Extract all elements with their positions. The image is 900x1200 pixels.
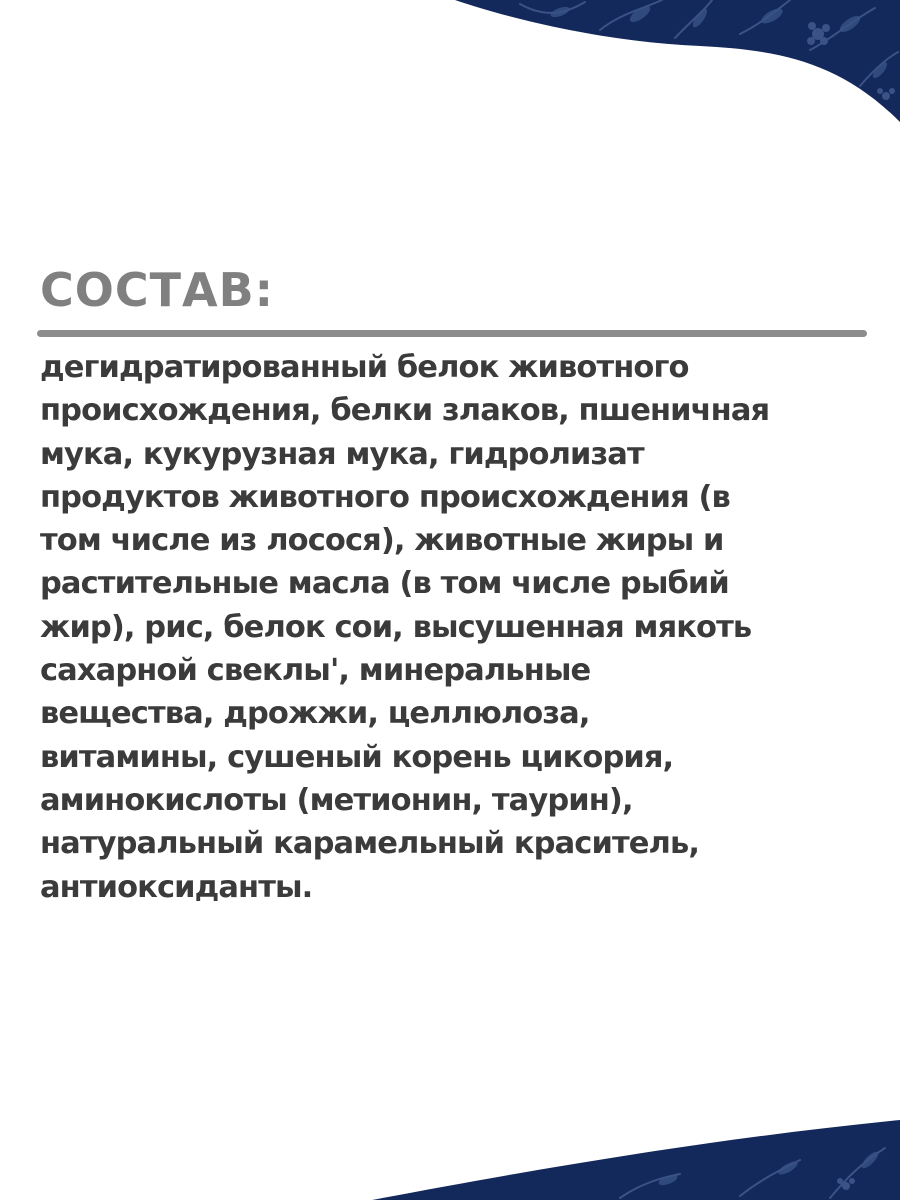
composition-line: дегидратированный белок животного	[40, 350, 689, 385]
composition-line: мука, кукурузная мука, гидролизат	[40, 436, 644, 472]
composition-line: растительные масла (в том числе рыбий	[40, 566, 729, 602]
title-divider	[37, 330, 867, 337]
composition-line: аминокислоты (метионин, таурин),	[40, 782, 633, 818]
bottom-floral-wave-decoration	[0, 1100, 900, 1200]
composition-line: том числе из лосося), животные жиры и	[40, 523, 724, 559]
composition-line: происхождения, белки злаков, пшеничная	[40, 393, 770, 429]
composition-line: натуральный карамельный краситель,	[40, 826, 700, 862]
composition-line: жир), рис, белок сои, высушенная мякоть	[40, 609, 752, 645]
composition-line: сахарной свеклы', минеральные	[40, 653, 591, 689]
composition-line: продуктов животного происхождения (в	[40, 479, 730, 515]
composition-text	[40, 346, 870, 909]
composition-line: вещества, дрожжи, целлюлоза,	[40, 696, 590, 732]
top-floral-wave-decoration	[0, 0, 900, 140]
composition-line: витамины, сушеный корень цикория,	[40, 739, 674, 775]
composition-line: антиоксиданты.	[40, 869, 313, 905]
composition-title: СОСТАВ:	[40, 263, 275, 317]
